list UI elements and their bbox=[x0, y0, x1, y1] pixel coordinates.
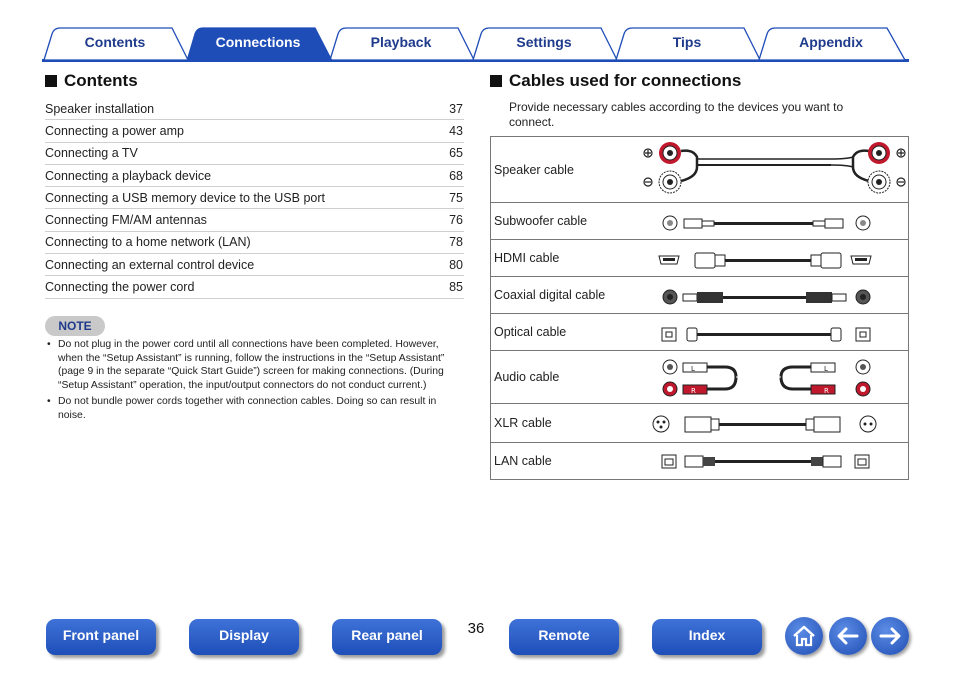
optical-cable-icon bbox=[641, 314, 909, 351]
toc-item-label: Speaker installation bbox=[45, 101, 155, 116]
note-badge: NOTE bbox=[45, 316, 105, 336]
note-text: Do not bundle power cords together with connection cables. Doing so can result in noise. bbox=[58, 396, 437, 421]
toc-item-page: 76 bbox=[449, 213, 463, 228]
toc-item[interactable] bbox=[45, 98, 464, 120]
toc-item-page: 43 bbox=[449, 123, 463, 138]
cables-intro: Provide necessary cables according to the devices you want to connect. bbox=[509, 100, 844, 129]
toc-item-page: 68 bbox=[449, 168, 463, 183]
tab-appendix[interactable]: Appendix bbox=[799, 34, 863, 50]
back-button[interactable] bbox=[829, 617, 867, 655]
left-plug-marker: L bbox=[691, 365, 695, 373]
front-panel-button[interactable]: Front panel bbox=[46, 619, 156, 655]
tab-connections[interactable]: Connections bbox=[215, 34, 301, 50]
cable-name: Audio cable bbox=[494, 370, 560, 384]
note-item bbox=[45, 395, 465, 422]
square-bullet-icon bbox=[45, 75, 57, 87]
toc-item-label: Connecting a power amp bbox=[45, 123, 184, 138]
note-text: Do not plug in the power cord until all connections have been completed. However, when the “Setup Assistant” is running, follow the instructions in the “Setup Assistant” (page 9 in the separate “Quick Start Guide”) screen for making connections. (During “Setup Assistant” operation, the input/output connectors do not conduct current.) bbox=[58, 339, 445, 391]
cable-name: Subwoofer cable bbox=[494, 214, 588, 228]
toc-item-page: 65 bbox=[449, 146, 463, 161]
cable-name: Coaxial digital cable bbox=[494, 288, 606, 302]
toc-item-page: 85 bbox=[449, 280, 463, 295]
cable-row-optical bbox=[491, 314, 908, 351]
toc-item[interactable] bbox=[45, 120, 464, 142]
home-button[interactable] bbox=[785, 617, 823, 655]
tab-bar-shapes bbox=[0, 0, 954, 66]
cable-name: HDMI cable bbox=[494, 251, 560, 265]
coaxial-cable-icon bbox=[641, 277, 909, 314]
note-list bbox=[45, 338, 465, 425]
cable-name: Optical cable bbox=[494, 325, 567, 339]
bullet-icon: • bbox=[47, 396, 51, 407]
index-button[interactable]: Index bbox=[652, 619, 762, 655]
tab-settings[interactable]: Settings bbox=[516, 34, 572, 50]
rear-panel-button[interactable]: Rear panel bbox=[332, 619, 442, 655]
cable-row-speaker bbox=[491, 137, 908, 203]
home-icon bbox=[785, 617, 823, 655]
display-button[interactable]: Display bbox=[189, 619, 299, 655]
hdmi-cable-icon bbox=[641, 240, 909, 277]
contents-list bbox=[45, 98, 464, 299]
cable-name: LAN cable bbox=[494, 454, 552, 468]
toc-item[interactable] bbox=[45, 276, 464, 298]
bullet-icon: • bbox=[47, 339, 51, 350]
contents-title: Contents bbox=[64, 71, 138, 90]
contents-heading bbox=[45, 71, 138, 91]
right-plug-marker: R bbox=[824, 387, 829, 395]
speaker-cable-icon bbox=[641, 137, 909, 203]
subwoofer-cable-icon bbox=[641, 203, 909, 240]
toc-item[interactable] bbox=[45, 254, 464, 276]
note-item bbox=[45, 338, 465, 392]
toc-item-page: 78 bbox=[449, 235, 463, 250]
cables-heading bbox=[490, 71, 741, 91]
toc-item[interactable] bbox=[45, 209, 464, 231]
toc-item[interactable] bbox=[45, 187, 464, 209]
toc-item-label: Connecting to a home network (LAN) bbox=[45, 235, 251, 250]
back-arrow-icon bbox=[829, 617, 867, 655]
cable-row-coaxial bbox=[491, 277, 908, 314]
forward-button[interactable] bbox=[871, 617, 909, 655]
toc-item-label: Connecting FM/AM antennas bbox=[45, 213, 207, 228]
right-plug-marker: R bbox=[691, 387, 696, 395]
tab-playback[interactable]: Playback bbox=[370, 34, 432, 50]
toc-item-label: Connecting a TV bbox=[45, 146, 138, 161]
toc-item-page: 37 bbox=[449, 101, 463, 116]
toc-item-label: Connecting the power cord bbox=[45, 280, 195, 295]
tab-tips[interactable]: Tips bbox=[672, 34, 702, 50]
cable-row-subwoofer bbox=[491, 203, 908, 240]
cables-title: Cables used for connections bbox=[509, 71, 742, 90]
left-plug-marker: L bbox=[824, 365, 828, 373]
toc-item-page: 75 bbox=[449, 190, 463, 205]
cable-row-xlr bbox=[491, 404, 908, 443]
forward-arrow-icon bbox=[871, 617, 909, 655]
cable-row-hdmi bbox=[491, 240, 908, 277]
cable-row-lan bbox=[491, 443, 908, 479]
top-tab-bar bbox=[0, 0, 954, 66]
toc-item-label: Connecting a USB memory device to the USB port bbox=[45, 190, 325, 205]
toc-item[interactable] bbox=[45, 165, 464, 187]
toc-item-page: 80 bbox=[449, 257, 463, 272]
xlr-cable-icon bbox=[641, 404, 909, 443]
cable-row-audio bbox=[491, 351, 908, 404]
square-bullet-icon bbox=[490, 75, 502, 87]
toc-item[interactable] bbox=[45, 232, 464, 254]
audio-cable-icon bbox=[641, 351, 909, 404]
lan-cable-icon bbox=[641, 443, 909, 479]
page-number: 36 bbox=[467, 620, 485, 637]
toc-item-label: Connecting a playback device bbox=[45, 168, 212, 183]
cable-table bbox=[490, 136, 909, 480]
tab-contents[interactable]: Contents bbox=[84, 34, 146, 50]
cable-name: XLR cable bbox=[494, 416, 552, 430]
remote-button[interactable]: Remote bbox=[509, 619, 619, 655]
toc-item[interactable] bbox=[45, 143, 464, 165]
cable-name: Speaker cable bbox=[494, 162, 574, 177]
toc-item-label: Connecting an external control device bbox=[45, 257, 255, 272]
